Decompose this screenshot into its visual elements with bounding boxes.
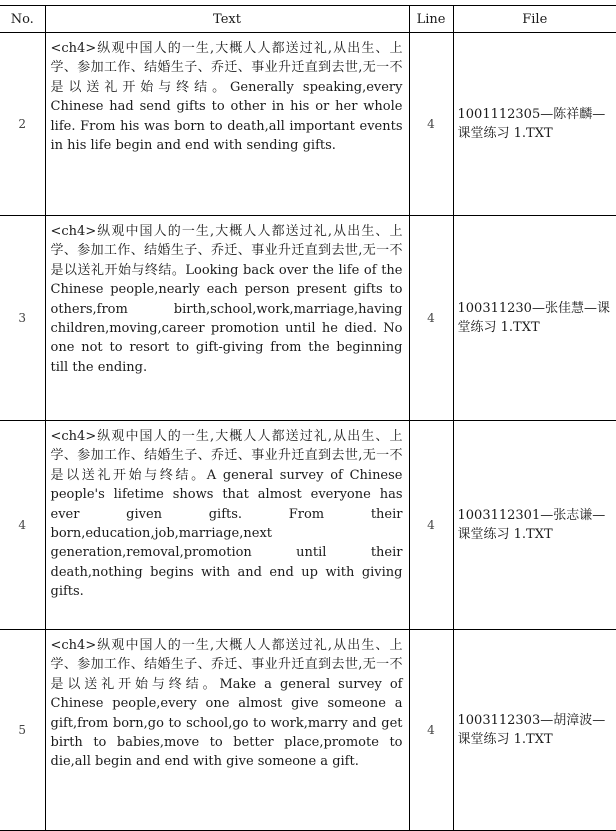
header-line: Line xyxy=(409,6,453,33)
row-line: 4 xyxy=(409,630,453,831)
row-number: 5 xyxy=(0,630,45,831)
row-text: <ch4>纵观中国人的一生,大概人人都送过礼,从出生、上学、参加工作、结婚生子、乔迁、事业升迁直到去世,无一不是以送礼开始与终结。A general survey of Chinese people's lifetime shows that almost everyone has ever given gifts. From their born,education,job,marriage,next generation,removal,promotion until their death,nothing begins with and end up with giving gifts. xyxy=(50,429,403,600)
row-line: 4 xyxy=(409,33,453,216)
row-text-cell xyxy=(45,216,409,421)
row-line: 4 xyxy=(409,216,453,421)
table-header-row xyxy=(0,6,616,33)
row-line: 4 xyxy=(409,421,453,630)
row-file: 100311230—张佳慧—课堂练习 1.TXT xyxy=(453,216,616,421)
row-file: 1003112303—胡漳波—课堂练习 1.TXT xyxy=(453,630,616,831)
row-text: <ch4>纵观中国人的一生,大概人人都送过礼,从出生、上学、参加工作、结婚生子、乔迁、事业升迁直到去世,无一不是以送礼开始与终结。Looking back over the life of the Chinese people,nearly each person present gifts to others,from birth,school,work,marriage,having children,moving,career promotion until he died. No one not to resort to gift-giving from the beginning till the ending. xyxy=(50,224,403,375)
row-text: <ch4>纵观中国人的一生,大概人人都送过礼,从出生、上学、参加工作、结婚生子、乔迁、事业升迁直到去世,无一不是以送礼开始与终结。Generally speaking,every Chinese had send gifts to other in his or her whole life. From his was born to death,all important events in his life begin and end with sending gifts. xyxy=(50,41,403,154)
table-row xyxy=(0,630,616,831)
table-row xyxy=(0,421,616,630)
row-text-cell xyxy=(45,630,409,831)
row-number: 3 xyxy=(0,216,45,421)
table-row xyxy=(0,33,616,216)
row-number: 4 xyxy=(0,421,45,630)
row-text-cell xyxy=(45,33,409,216)
header-text: Text xyxy=(45,6,409,33)
row-file: 1003112301—张志谦—课堂练习 1.TXT xyxy=(453,421,616,630)
header-file: File xyxy=(453,6,616,33)
row-file: 1001112305—陈祥麟—课堂练习 1.TXT xyxy=(453,33,616,216)
header-no: No. xyxy=(0,6,45,33)
row-number: 2 xyxy=(0,33,45,216)
row-text: <ch4>纵观中国人的一生,大概人人都送过礼,从出生、上学、参加工作、结婚生子、乔迁、事业升迁直到去世,无一不是以送礼开始与终结。Make a general survey of Chinese people,every one almost give someone a gift,from born,go to school,go to work,marry and get birth to babies,move to better place,promote to die,all begin and end with give someone a gift. xyxy=(50,638,403,770)
table-row xyxy=(0,216,616,421)
concordance-table xyxy=(0,6,616,831)
row-text-cell xyxy=(45,421,409,630)
